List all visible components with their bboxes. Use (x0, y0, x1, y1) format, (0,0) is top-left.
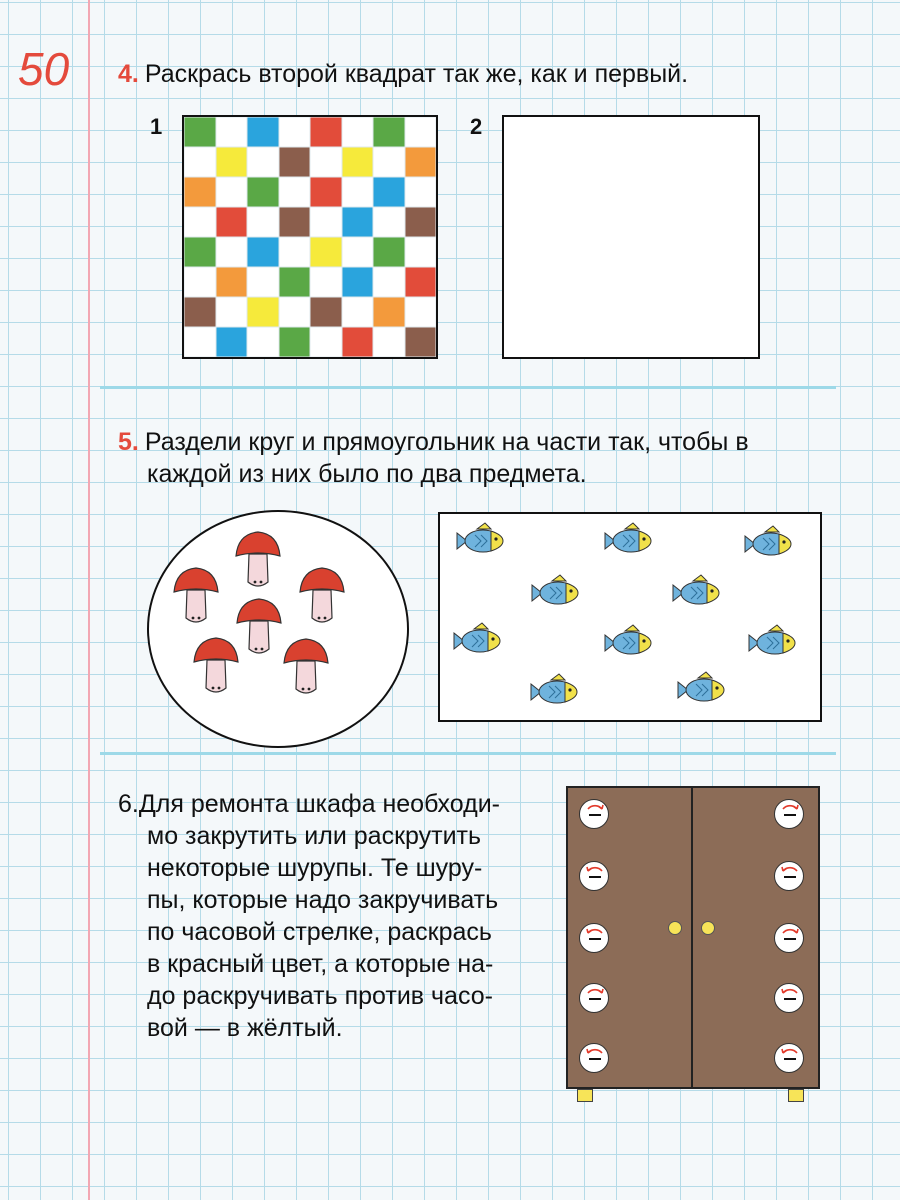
pattern-cell-white (342, 297, 374, 327)
pattern-cell-brown (405, 207, 437, 237)
wardrobe-foot-right (788, 1089, 804, 1102)
pattern-cell-white (184, 147, 216, 177)
pattern-cell-white (310, 207, 342, 237)
pattern-cell-yellow (247, 297, 279, 327)
pattern-cell-white (247, 147, 279, 177)
page-margin-line (88, 0, 90, 1200)
pattern-cell-white (373, 207, 405, 237)
pattern-cell-white (405, 297, 437, 327)
pattern-cell-white (405, 177, 437, 207)
screw-icon[interactable] (774, 983, 804, 1013)
pattern-cell-white (184, 267, 216, 297)
task-4-text: Раскрась второй квадрат так же, как и первый. (144, 60, 689, 88)
pattern-cell-green (279, 267, 311, 297)
square-2-label: 2 (470, 114, 483, 139)
pattern-cell-brown (310, 297, 342, 327)
pattern-cell-white (216, 237, 248, 267)
screw-icon[interactable] (579, 799, 609, 829)
task-6-instruction (118, 788, 534, 1044)
screw-icon[interactable] (774, 1043, 804, 1073)
screw-icon[interactable] (579, 983, 609, 1013)
pattern-cell-brown (184, 297, 216, 327)
pattern-cell-white (216, 177, 248, 207)
square-1-label: 1 (150, 114, 163, 139)
pattern-cell-blue (342, 267, 374, 297)
task-6-line: в красный цвет, а которые на- (147, 950, 494, 978)
pattern-cell-red (342, 327, 374, 357)
pattern-cell-white (216, 117, 248, 147)
pattern-cell-white (342, 237, 374, 267)
wardrobe-knob-right (701, 921, 715, 935)
task-6-line: до раскручивать против часо- (147, 982, 493, 1010)
pattern-cell-green (184, 117, 216, 147)
mushroom-circle[interactable] (147, 510, 409, 748)
task-5-line-2: каждой из них было по два предмета. (147, 460, 587, 488)
pattern-cell-blue (373, 177, 405, 207)
pattern-cell-orange (373, 297, 405, 327)
task-5-instruction (118, 426, 838, 490)
screw-icon[interactable] (579, 923, 609, 953)
empty-square-to-color[interactable] (502, 115, 760, 359)
task-6-line: некоторые шурупы. Те шуру- (147, 854, 483, 882)
pattern-cell-orange (216, 267, 248, 297)
pattern-cell-white (279, 297, 311, 327)
pattern-cell-blue (247, 237, 279, 267)
task-5-line-1: Раздели круг и прямоугольник на части так, чтобы в (144, 428, 749, 456)
screw-icon[interactable] (579, 861, 609, 891)
pattern-cell-green (247, 177, 279, 207)
pattern-cell-yellow (216, 147, 248, 177)
task-6-line: по часовой стрелке, раскрась (147, 918, 492, 946)
task-4-number: 4. (118, 60, 139, 88)
pattern-cell-white (405, 237, 437, 267)
task-4-instruction (118, 58, 688, 90)
pattern-cell-green (279, 327, 311, 357)
pattern-cell-white (310, 147, 342, 177)
section-divider (100, 752, 836, 755)
screw-icon[interactable] (774, 923, 804, 953)
pattern-cell-white (184, 207, 216, 237)
task-6-line: мо закрутить или раскрутить (147, 822, 482, 850)
pattern-cell-red (405, 267, 437, 297)
pattern-cell-blue (247, 117, 279, 147)
task-6-number: 6. (118, 790, 139, 818)
pattern-cell-white (310, 267, 342, 297)
pattern-cell-brown (279, 207, 311, 237)
section-divider (100, 386, 836, 389)
pattern-cell-white (279, 177, 311, 207)
pattern-cell-yellow (310, 237, 342, 267)
screw-icon[interactable] (579, 1043, 609, 1073)
pattern-cell-green (373, 237, 405, 267)
task-6-line: Для ремонта шкафа необходи- (138, 790, 501, 818)
task-5-number: 5. (118, 428, 139, 456)
pattern-cell-red (310, 177, 342, 207)
task-6-line: пы, которые надо закручивать (147, 886, 499, 914)
screw-icon[interactable] (774, 799, 804, 829)
screw-icon[interactable] (774, 861, 804, 891)
pattern-cell-white (247, 327, 279, 357)
wardrobe-foot-left (577, 1089, 593, 1102)
pattern-cell-white (342, 117, 374, 147)
wardrobe-door-divider (691, 786, 693, 1089)
pattern-cell-blue (216, 327, 248, 357)
pattern-cell-white (216, 297, 248, 327)
fish-rectangle[interactable] (438, 512, 822, 722)
pattern-cell-white (373, 327, 405, 357)
pattern-cell-orange (405, 147, 437, 177)
pattern-cell-white (373, 147, 405, 177)
pattern-cell-brown (279, 147, 311, 177)
pattern-cell-yellow (342, 147, 374, 177)
pattern-cell-white (279, 117, 311, 147)
colored-pattern-square (182, 115, 438, 359)
pattern-cell-red (310, 117, 342, 147)
pattern-cell-blue (342, 207, 374, 237)
pattern-cell-white (247, 267, 279, 297)
pattern-cell-white (310, 327, 342, 357)
pattern-cell-white (373, 267, 405, 297)
pattern-cell-white (342, 177, 374, 207)
pattern-cell-white (279, 237, 311, 267)
pattern-cell-white (184, 327, 216, 357)
wardrobe-knob-left (668, 921, 682, 935)
pattern-cell-red (216, 207, 248, 237)
pattern-cell-white (405, 117, 437, 147)
pattern-cell-orange (184, 177, 216, 207)
task-6-line: вой — в жёлтый. (147, 1014, 343, 1042)
pattern-cell-green (373, 117, 405, 147)
page-number: 50 (18, 43, 70, 95)
pattern-cell-brown (405, 327, 437, 357)
pattern-cell-white (247, 207, 279, 237)
pattern-cell-green (184, 237, 216, 267)
